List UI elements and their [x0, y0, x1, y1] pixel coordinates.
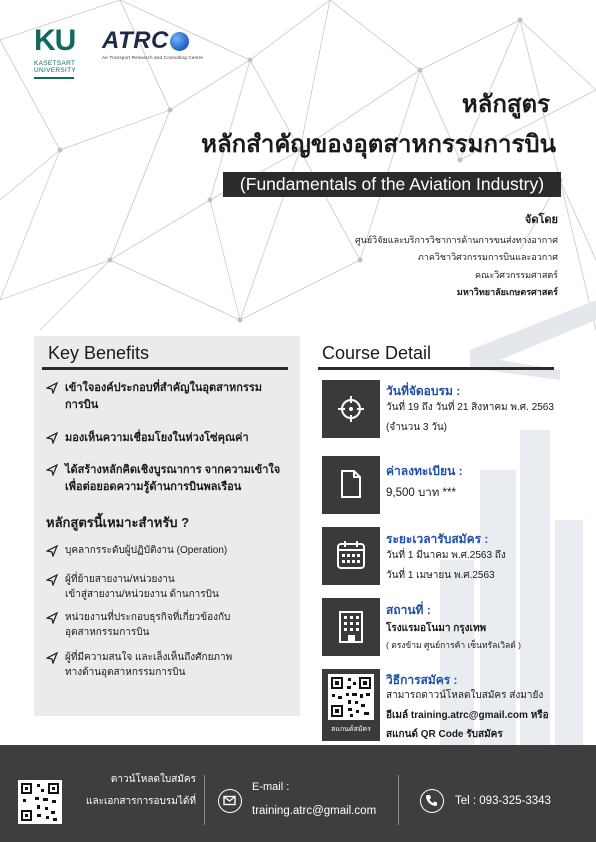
paper-plane-icon — [46, 612, 58, 624]
suitable-item — [46, 650, 296, 680]
venue-icon-box — [322, 598, 380, 656]
key-benefits-underline — [42, 367, 288, 370]
key-benefits-title: Key Benefits — [48, 343, 150, 363]
paper-plane-icon — [46, 382, 58, 394]
footer-download-line2: และเอกสารการอบรมได้ที่ — [86, 796, 196, 807]
paper-plane-icon — [46, 432, 58, 444]
kasetsart-university-logo — [34, 26, 80, 88]
benefit-text: ได้สร้างหลักคิดเชิงบูรณาการ จากความเข้าใจ — [65, 464, 281, 476]
footer-divider — [398, 775, 399, 825]
benefit-text: การบิน — [65, 399, 99, 411]
suitable-text: ผู้ที่มีความสนใจ และเล็งเห็นถึงศักยภาพ — [65, 652, 233, 663]
footer-phone-link[interactable]: Tel : 093-325-3343 — [455, 795, 551, 807]
ku-logo-bar — [34, 77, 74, 79]
phone-icon — [420, 789, 444, 813]
registration-line1: วันที่ 1 มีนาคม พ.ศ.2563 ถึง — [386, 550, 506, 561]
suitable-for-title: หลักสูตรนี้เหมาะสำหรับ ? — [46, 515, 190, 530]
document-icon — [340, 469, 362, 499]
apply-line1: สามารถดาวน์โหลดใบสมัคร ส่งมายัง — [386, 690, 544, 701]
footer-download-line1: ดาวน์โหลดใบสมัคร — [110, 774, 196, 785]
benefit-text: มองเห็นความเชื่อมโยงในห่วงโซ่คุณค่า — [65, 432, 249, 444]
paper-plane-icon — [46, 545, 58, 557]
venue-label: สถานที่ : — [386, 603, 431, 617]
atrc-logo-subtitle: Air Transport Research and Consulting Centre — [102, 55, 204, 60]
footer-email-label: E-mail : — [252, 781, 290, 793]
organizer-line: มหาวิทยาลัยเกษตรศาสตร์ — [456, 287, 558, 297]
ku-logo-name-line2: UNIVERSITY — [34, 67, 77, 74]
qr-code-icon[interactable] — [328, 674, 374, 720]
benefit-item — [46, 380, 296, 414]
ku-logo-mark: KU — [34, 24, 76, 57]
training-date-line2: (จำนวน 3 วัน) — [386, 422, 447, 433]
mail-icon — [218, 789, 242, 813]
suitable-item — [46, 610, 296, 640]
organizer-heading: จัดโดย — [524, 214, 558, 226]
suitable-text: อุตสาหกรรมการบิน — [65, 627, 150, 638]
organizer-line: คณะวิศวกรรมศาสตร์ — [474, 269, 558, 280]
training-date-icon-box — [322, 380, 380, 438]
venue-line2: ( ตรงข้าม ศูนย์การค้า เซ็นทรัลเวิลด์ ) — [386, 640, 521, 650]
benefit-item — [46, 430, 296, 447]
fee-label: ค่าลงทะเบียน : — [386, 464, 463, 478]
footer-divider — [204, 775, 205, 825]
suitable-text: ทางด้านอุตสาหกรรมการบิน — [65, 667, 186, 678]
qr-caption: สแกนด์สมัคร — [331, 726, 371, 733]
course-label: หลักสูตร — [461, 91, 550, 118]
training-date-label: วันที่จัดอบรม : — [386, 384, 461, 398]
apply-label: วิธีการสมัคร : — [386, 673, 458, 687]
organizer-block — [355, 212, 558, 302]
footer-qr-code-icon[interactable] — [18, 780, 62, 824]
footer-bar — [0, 745, 596, 842]
benefit-item — [46, 462, 296, 496]
training-date-line1: วันที่ 19 ถึง วันที่ 21 สิงหาคม พ.ศ. 2563 — [386, 402, 554, 413]
course-title-thai: หลักสำคัญของอุตสาหกรรมการบิน — [201, 131, 556, 158]
atrc-logo-mark: ATRC — [102, 27, 169, 54]
organizer-line: ภาควิชาวิศวกรรมการบินและอวกาศ — [417, 252, 558, 262]
paper-plane-icon — [46, 652, 58, 664]
course-detail-underline — [318, 367, 554, 370]
footer-email-link[interactable]: training.atrc@gmail.com — [252, 805, 377, 817]
course-title-english: (Fundamentals of the Aviation Industry) — [223, 172, 561, 197]
atrc-logo — [102, 28, 222, 68]
target-icon — [337, 395, 365, 423]
registration-label: ระยะเวลารับสมัคร : — [386, 532, 489, 546]
benefit-text: เข้าใจองค์ประกอบที่สำคัญในอุตสาหกรรม — [65, 382, 263, 394]
apply-line2: อีเมล์ training.atrc@gmail.com หรือ — [386, 710, 549, 721]
suitable-item — [46, 543, 296, 558]
suitable-text: บุคลากรระดับผู้ปฏิบัติงาน (Operation) — [65, 545, 228, 556]
building-icon — [338, 610, 364, 644]
apply-qr-box[interactable] — [322, 669, 380, 741]
fee-icon-box — [322, 456, 380, 514]
registration-icon-box — [322, 527, 380, 585]
suitable-text: เข้าสู่สายงาน/หน่วยงาน ด้านการบิน — [65, 589, 219, 600]
footer-download-text — [78, 769, 196, 813]
paper-plane-icon — [46, 464, 58, 476]
apply-line3: สแกนด์ QR Code รับสมัคร — [386, 729, 503, 740]
ku-logo-name-line1: KASETSART — [34, 60, 76, 67]
course-detail-title: Course Detail — [322, 343, 432, 363]
globe-icon — [170, 32, 189, 51]
organizer-line: ศูนย์วิจัยและบริการวิชาการด้านการขนส่งทางอากาศ — [355, 234, 558, 245]
venue-line1: โรงแรมอโนมา กรุงเทพ — [386, 623, 487, 634]
registration-line2: วันที่ 1 เมษายน พ.ศ.2563 — [386, 570, 495, 581]
paper-plane-icon — [46, 574, 58, 586]
suitable-item — [46, 572, 296, 602]
benefit-text: เพื่อต่อยอดความรู้ด้านการบินพลเรือน — [65, 481, 242, 493]
suitable-text: หน่วยงานที่ประกอบธุรกิจที่เกี่ยวข้องกับ — [65, 612, 231, 623]
calendar-icon — [336, 540, 366, 570]
fee-value: 9,500 บาท *** — [386, 487, 456, 499]
suitable-text: ผู้ที่ย้ายสายงาน/หน่วยงาน — [65, 574, 175, 585]
